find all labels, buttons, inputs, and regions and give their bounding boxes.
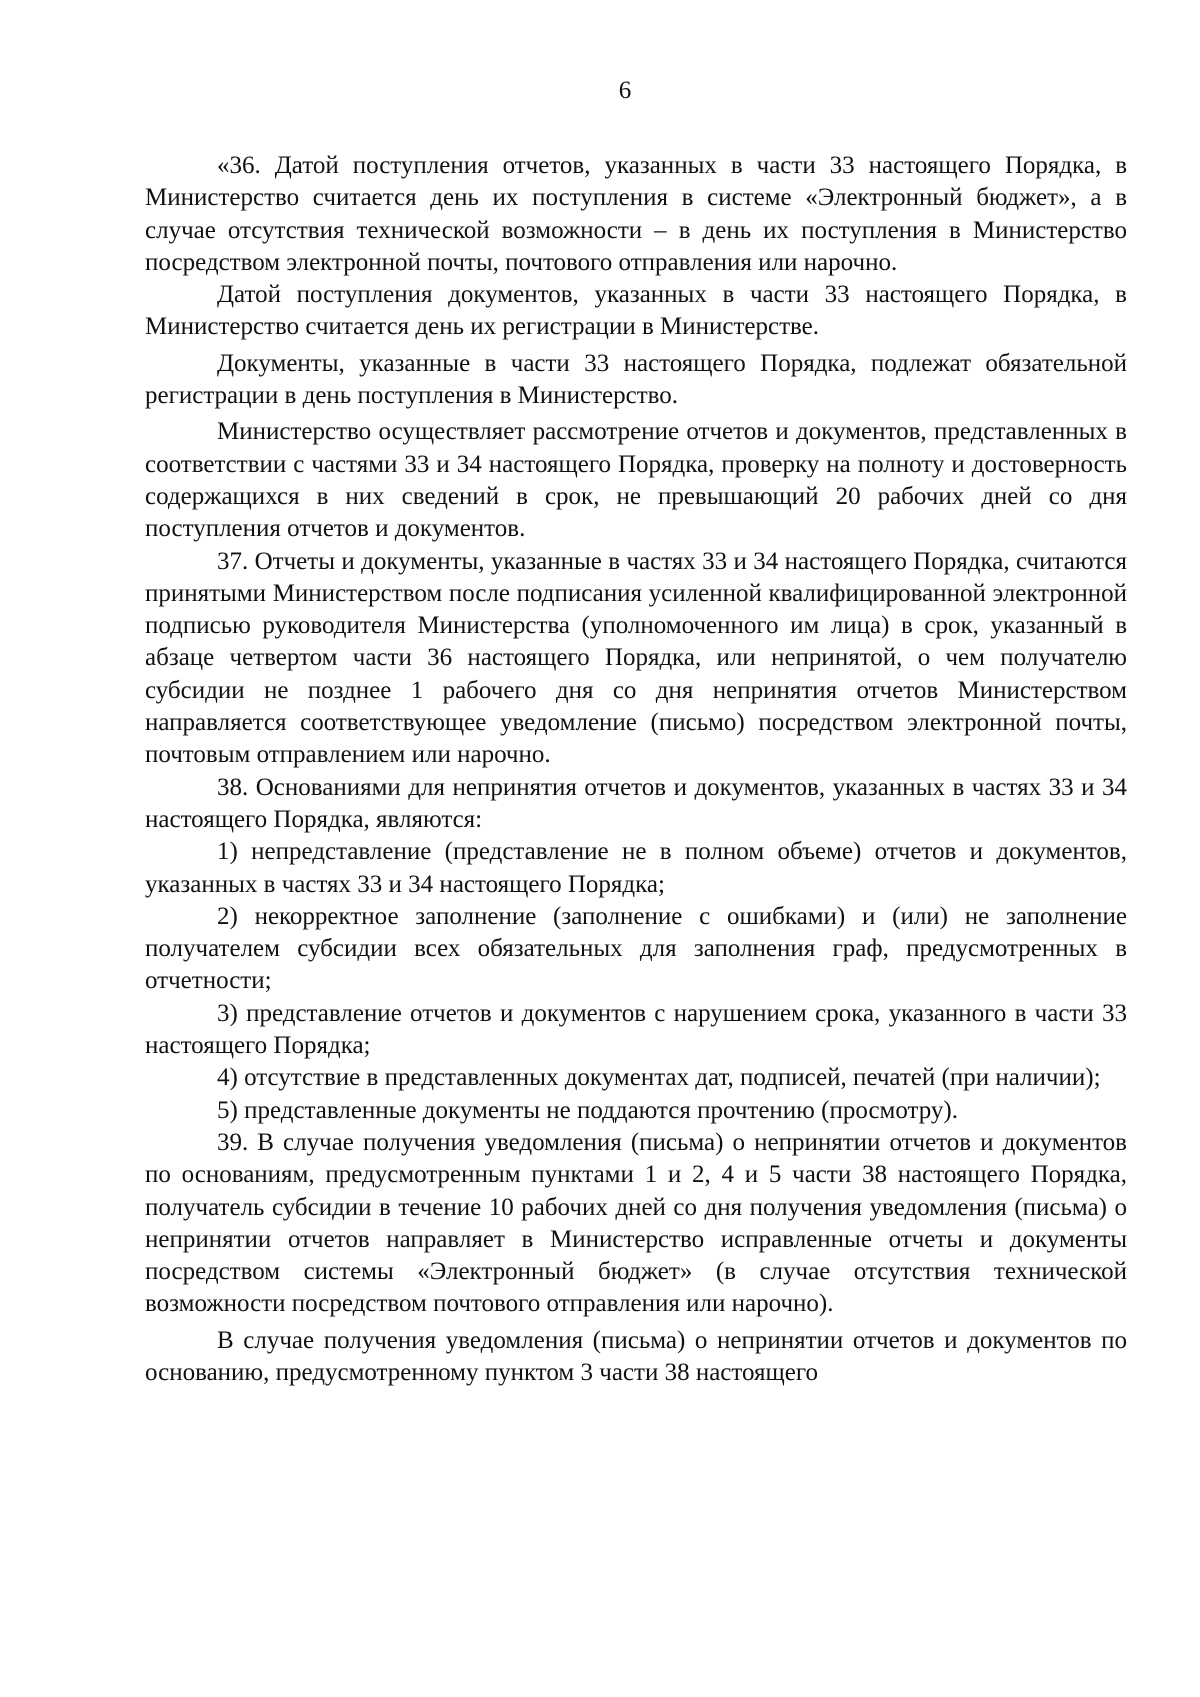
- paragraph-late-submission: В случае получения уведомления (письма) о непринятии отчетов и документов по основанию, предусмотренному пунктом 3 части 38 настоящего: [145, 1326, 1127, 1386]
- paragraph-documents-registration: Документы, указанные в части 33 настоящего Порядка, подлежат обязательной регистрации в день поступления в Министерство.: [145, 349, 1127, 410]
- paragraph-39-corrections: 39. В случае получения уведомления (письма) о непринятии отчетов и документов по основаниям, предусмотренным пунктами 1 и 2, 4 и 5 части 38 настоящего Порядка, получатель субсидии в течение 10 рабочих дней со дня получения уведомления (письма) о непринятии отчетов направляет в Министерство исправленные отчеты и документы посредством системы «Электронный бюджет» (в случае отсутствия технической возможности посредством почтового отправления или нарочно).: [145, 1128, 1127, 1318]
- paragraph-documents-receipt-date: Датой поступления документов, указанных в части 33 настоящего Порядка, в Министерство считается день их регистрации в Министерстве.: [145, 281, 1127, 341]
- list-item-1: 1) непредставление (представление не в полном объеме) отчетов и документов, указанных в частях 33 и 34 настоящего Порядка;: [145, 838, 1127, 898]
- paragraph-38-grounds: 38. Основаниями для непринятия отчетов и документов, указанных в частях 33 и 34 настоящего Порядка, являются:: [145, 773, 1127, 833]
- page-number: 6: [618, 77, 632, 104]
- list-item-4: 4) отсутствие в представленных документах дат, подписей, печатей (при наличии);: [217, 1064, 1101, 1092]
- list-item-2: 2) некорректное заполнение (заполнение с ошибками) и (или) не заполнение получателем субсидии всех обязательных для заполнения граф, предусмотренных в отчетности;: [145, 902, 1127, 995]
- list-item-3: 3) представление отчетов и документов с нарушением срока, указанного в части 33 настоящего Порядка;: [145, 999, 1127, 1060]
- list-item-5: 5) представленные документы не поддаются прочтению (просмотру).: [217, 1096, 959, 1124]
- paragraph-36-receipt-date: «36. Датой поступления отчетов, указанных в части 33 настоящего Порядка, в Министерство считается день их поступления в системе «Электронный бюджет», а в случае отсутствия технической возможности – в день их поступления в Министерство посредством электронной почты, почтового отправления или нарочно.: [145, 152, 1127, 276]
- document-body: [145, 150, 1127, 1389]
- paragraph-37-acceptance: 37. Отчеты и документы, указанные в частях 33 и 34 настоящего Порядка, считаются принятыми Министерством после подписания усиленной квалифицированной электронной подписью руководителя Министерства (уполномоченного им лица) в срок, указанный в абзаце четвертом части 36 настоящего Порядка, или непринятой, о чем получателю субсидии не позднее 1 рабочего дня со дня непринятия отчетов Министерством направляется соответствующее уведомление (письмо) посредством электронной почты, почтовым отправлением или нарочно.: [145, 547, 1127, 769]
- paragraph-ministry-review: Министерство осуществляет рассмотрение отчетов и документов, представленных в соответствии с частями 33 и 34 настоящего Порядка, проверку на полноту и достоверность содержащихся в них сведений в срок, не превышающий 20 рабочих дней со дня поступления отчетов и документов.: [145, 418, 1127, 543]
